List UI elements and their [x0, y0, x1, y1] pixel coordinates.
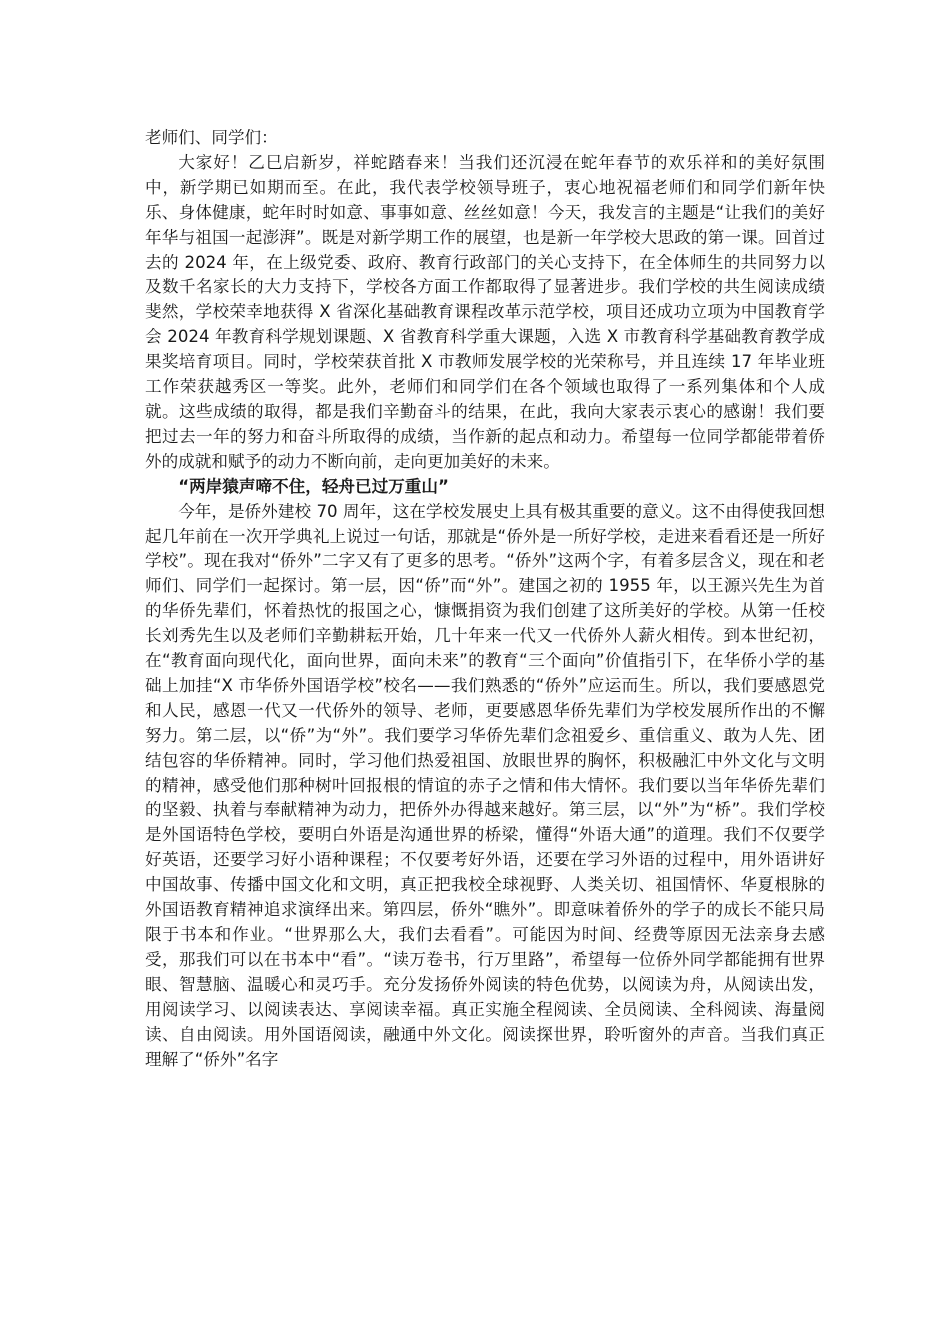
- greeting: 老师们、同学们：: [145, 128, 278, 147]
- body-paragraph: 今年，是侨外建校 70 周年，这在学校发展史上具有极其重要的意义。这不由得使我回想起几年前在一次开学典礼上说过一句话，那就是“侨外是一所好学校，走进来看看还是一所好学校”。现在我对“侨外”二字又有了更多的思考。“侨外”这两个字，有着多层含义，现在和老师们、同学们一起探讨。第一层，因“侨”而“外”。建国之初的 1955 年，以王源兴先生为首的华侨先辈们，怀着热忱的报国之心，慷慨捐资为我们创建了这所美好的学校。从第一任校长刘秀先生以及老师们辛勤耕耘开始，几十年来一代又一代侨外人薪火相传。到本世纪初，在“教育面向现代化，面向世界，面向未来”的教育“三个面向”价值指引下，在华侨小学的基础上加挂“X 市华侨外国语学校”校名——我们熟悉的“侨外”应运而生。所以，我们要感恩党和人民，感恩一代又一代侨外的领导、老师，更要感恩华侨先辈们为学校发展所作出的不懈努力。第二层，以“侨”为“外”。我们要学习华侨先辈们念祖爱乡、重信重义、敢为人先、团结包容的华侨精神。同时，学习他们热爱祖国、放眼世界的胸怀，积极融汇中外文化与文明的精神，感受他们那种树叶回报根的情谊的赤子之情和伟大情怀。我们要以当年华侨先辈们的坚毅、执着与奉献精神为动力，把侨外办得越来越好。第三层，以“外”为“桥”。我们学校是外国语特色学校，要明白外语是沟通世界的桥梁，懂得“外语大通”的道理。我们不仅要学好英语，还要学习好小语种课程；不仅要考好外语，还要在学习外语的过程中，用外语讲好中国故事、传播中国文化和文明，真正把我校全球视野、人类关切、祖国情怀、华夏根脉的外国语教育精神追求演绎出来。第四层，侨外“瞧外”。即意味着侨外的学子的成长不能只局限于书本和作业。“世界那么大，我们去看看”。可能因为时间、经费等原因无法亲身去感受，那我们可以在书本中“看”。“读万卷书，行万里路”，希望每一位侨外同学都能拥有世界眼、智慧脑、温暖心和灵巧手。充分发扬侨外阅读的特色优势，以阅读为舟，从阅读出发，用阅读学习、以阅读表达、享阅读幸福。真正实施全程阅读、全员阅读、全科阅读、海量阅读、自由阅读。用外国语阅读，融通中外文化。阅读探世界，聆听窗外的声音。当我们真正理解了“侨外”名字: [145, 501, 825, 1069]
- document-page: [145, 126, 825, 1072]
- opening-paragraph: 大家好！乙巳启新岁，祥蛇踏春来！当我们还沉浸在蛇年春节的欢乐祥和的美好氛围中，新学期已如期而至。在此，我代表学校领导班子，衷心地祝福老师们和同学们新年快乐、身体健康，蛇年时时如意、事事如意、丝丝如意！今天，我发言的主题是“让我们的美好年华与祖国一起澎湃”。既是对新学期工作的展望，也是新一年学校大思政的第一课。回首过去的 2024 年，在上级党委、政府、教育行政部门的关心支持下，在全体师生的共同努力以及数千名家长的大力支持下，学校各方面工作都取得了显著进步。我们学校的共生阅读成绩斐然，学校荣幸地获得 X 省深化基础教育课程改革示范学校，项目还成功立项为中国教育学会 2024 年教育科学规划课题、X 省教育科学重大课题，入选 X 市教育科学基础教育教学成果奖培育项目。同时，学校荣获首批 X 市教师发展学校的光荣称号，并且连续 17 年毕业班工作荣获越秀区一等奖。此外，老师们和同学们在各个领域也取得了一系列集体和个人成就。这些成绩的取得，都是我们辛勤奋斗的结果，在此，我向大家表示衷心的感谢！我们要把过去一年的努力和奋斗所取得的成绩，当作新的起点和动力。希望每一位同学都能带着侨外的成就和赋予的动力不断向前，走向更加美好的未来。: [145, 152, 825, 471]
- section-heading: “两岸猿声啼不住，轻舟已过万重山”: [178, 476, 449, 496]
